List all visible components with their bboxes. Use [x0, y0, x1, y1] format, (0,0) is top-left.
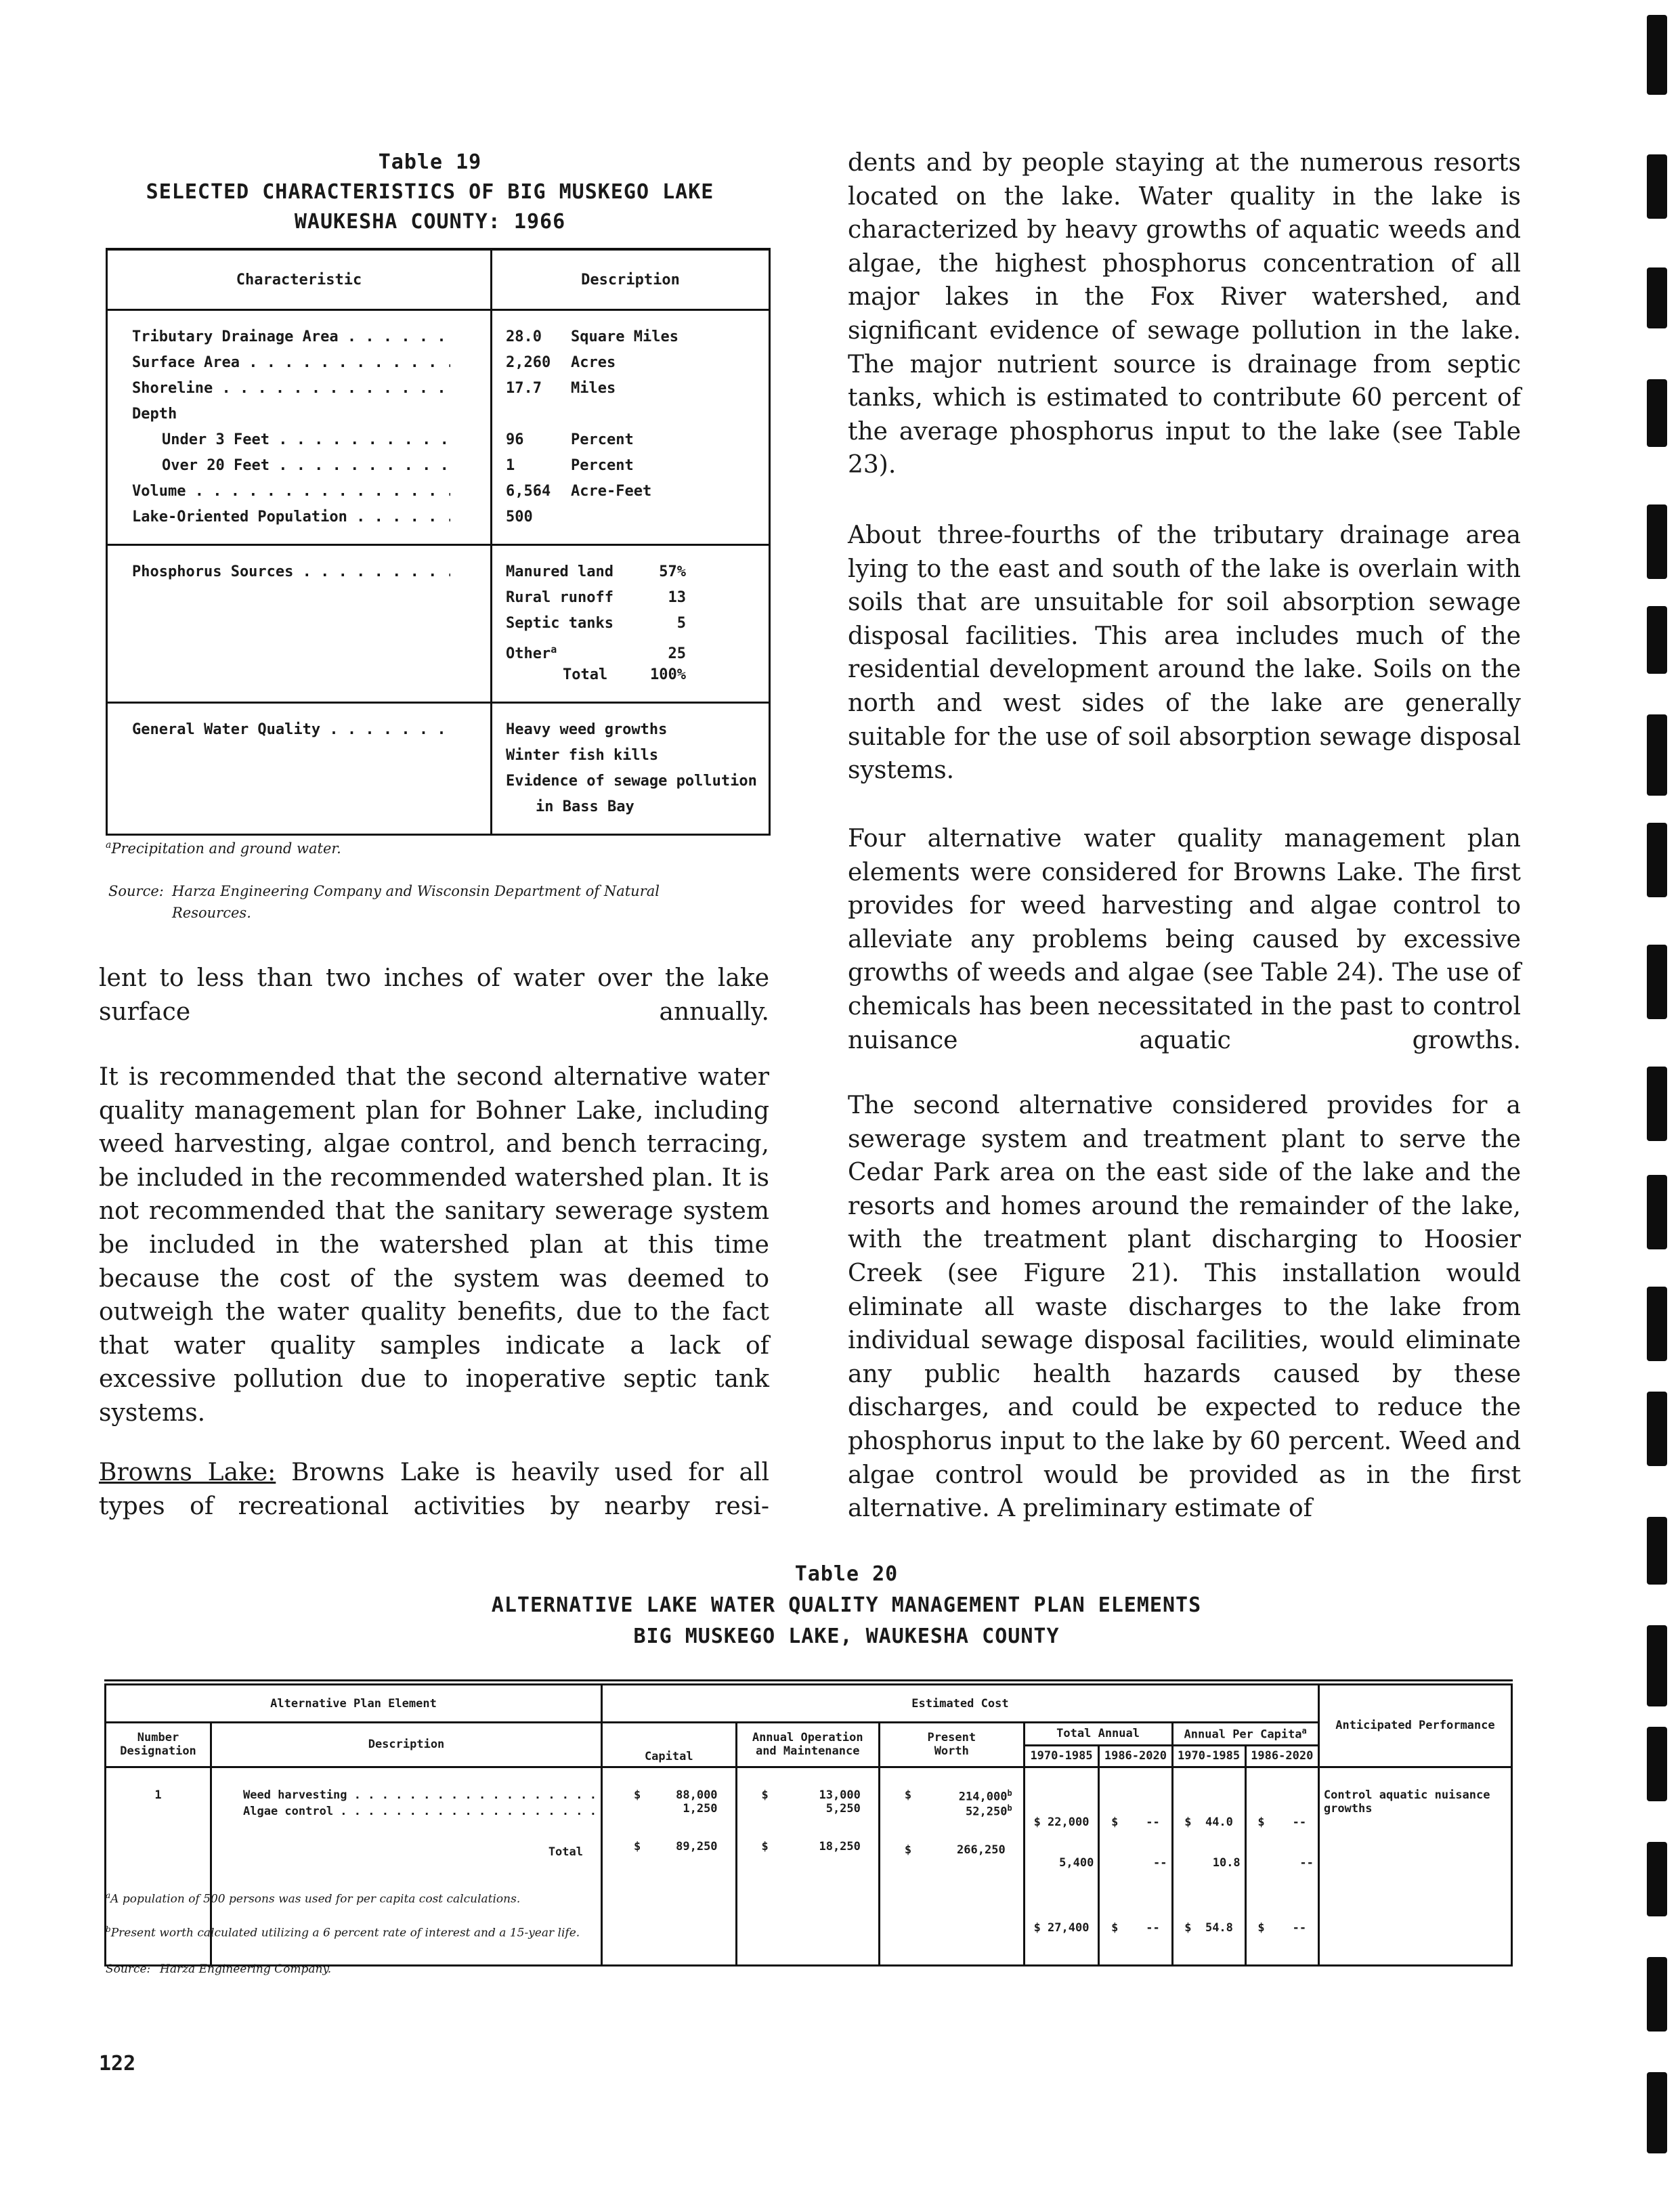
table19-row-label: Over 20 Feet . . .	[132, 453, 450, 479]
t20-total-annual-1: $ 22,000 5,400 $ 27,400	[1024, 1767, 1099, 1965]
quality-item: Winter fish kills	[506, 747, 659, 764]
right-paragraph-1: dents and by people staying at the numerous resorts located on the lake. Water quality in the lake is characterized by heavy growths of aquatic weeds and algae, the highest phosphorus concentration of all major lakes in the Fox River watershed, and significant evidence of sewage pollution in the lake. The major nutrient source is drainage from septic tanks, which is estimated to contribute 60 percent of the average phosphorus input to the lake (see Table 23).	[848, 149, 1521, 479]
t20-hdr-capital: Capital	[602, 1723, 737, 1767]
t20-hdr-period: 1986-2020	[1099, 1745, 1172, 1767]
browns-lake-heading: Browns Lake:	[99, 1459, 276, 1486]
t20-total-label: Total	[548, 1845, 583, 1859]
t20-hdr-number: Number Designation	[106, 1723, 211, 1767]
t20-om: $ 13,000 5,250 $ 18,250	[736, 1767, 879, 1965]
table19-characteristics-values	[492, 310, 769, 545]
table19-quality-label: General Water Quality . . .	[132, 717, 450, 743]
t20-capital: $ 88,000 1,250 $ 89,250	[602, 1767, 737, 1965]
t20-hdr-per-capita: Annual Per Capita$^a$	[1172, 1723, 1318, 1746]
t20-hdr-period: 1986-2020	[1245, 1745, 1318, 1767]
table20-footnote-b: $^b$Present worth calculated utilizing a 6 percent rate of interest and a 15-year life.	[106, 1925, 580, 1940]
t20-per-capita-2: $ -- -- $ --	[1245, 1767, 1318, 1965]
table20-source: Source: Harza Engineering Company.	[106, 1962, 332, 1976]
table19-quality-label-cell	[108, 703, 492, 835]
table19-row-value: 1 Percent	[506, 457, 634, 474]
table19-number: Table 19	[378, 150, 482, 174]
table19-row-label: Depth	[132, 406, 177, 423]
table19-row-label: Under 3 Feet . . .	[132, 427, 450, 453]
table20	[104, 1683, 1513, 1967]
quality-item: Heavy weed growths	[506, 721, 668, 738]
table20-footnote-a: $^a$A population of 500 persons was used for per capita cost calculations.	[106, 1891, 521, 1906]
t20-hdr-om: Annual Operation and Maintenance	[736, 1723, 879, 1767]
table19-row-value: 2,260 Acres	[506, 354, 616, 371]
left-paragraph-2: It is recommended that the second alternative water quality management plan for Bohner Lake, including weed harvesting, algae control, and bench terracing, be included in the recommended watershed plan. It is not recommended that the sanitary sewerage system be included in the watershed plan at this time because the cost of the system was deemed to outweigh the water quality benefits, due to the fact that water quality samples indicate a lack of excessive pollution due to inoperative septic tank systems.	[99, 1063, 769, 1427]
table19-row-label: Lake-Oriented Population . . .	[132, 504, 450, 530]
table19-phosphorus-label: Phosphorus Sources . . .	[132, 559, 450, 585]
t20-hdr-performance: Anticipated Performance	[1318, 1685, 1511, 1767]
table19-phosphorus-label-cell	[108, 545, 492, 703]
t20-per-capita-1: $ 44.0 10.8 $ 54.8	[1172, 1767, 1245, 1965]
table20-title-line1: ALTERNATIVE LAKE WATER QUALITY MANAGEMENT PLAN ELEMENTS	[491, 1593, 1202, 1617]
table19-row-value: 17.7 Miles	[506, 380, 616, 397]
table19-row-value: 96 Percent	[506, 431, 634, 448]
phosphorus-item: Rural runoff 13	[506, 589, 686, 606]
left-paragraph-3-text: Browns Lake is heavily used for all types of recreational activities by nearby resi-	[99, 1459, 769, 1520]
t20-hdr-period: 1970-1985	[1024, 1745, 1099, 1767]
table19-phosphorus-values	[492, 545, 769, 703]
page-number: 122	[99, 2052, 136, 2076]
phosphorus-item: Manured land 57%	[506, 563, 686, 580]
t20-performance: Control aquatic nuisance growths	[1318, 1767, 1511, 1965]
right-paragraph-4: The second alternative considered provides for a sewerage system and treatment plant to serve the Cedar Park area on the east side of the lake and the resorts and homes around the remainder of the lake, with the treatment plant discharging to Hoosier Creek (see Figure 21). This installation would eliminate all waste discharges to the lake from individual sewage disposal facilities, would eliminate any public health hazards caused by these discharges, and could be expected to reduce the phosphorus input to the lake by 60 percent. Weed and algae control would be provided as in the first alternative. A preliminary estimate of	[848, 1092, 1521, 1523]
t20-item: Weed harvesting . . . . . . . . . . . . . . . . . .	[243, 1788, 597, 1802]
table20-number: Table 20	[794, 1562, 899, 1586]
table19-col-characteristic: Characteristic	[108, 249, 492, 310]
phosphorus-item: Septic tanks 5	[506, 615, 686, 632]
footnote-marker: a	[551, 643, 557, 656]
right-paragraph-3: Four alternative water quality management plan elements were considered for Browns Lake. The first provides for weed harvesting and algae control to alleviate any problems being caused by excessive growths of weeds and algae (see Table 24). The use of chemicals has been necessitated in the past to control nuisance aquatic growths.	[848, 825, 1521, 1054]
t20-hdr-alt-plan: Alternative Plan Element	[106, 1685, 602, 1723]
table19-row-label: Shoreline . . .	[132, 376, 450, 402]
table19-footnote: $^a$Precipitation and ground water.	[106, 840, 341, 857]
t20-row-number: 1	[106, 1767, 211, 1965]
table19-row-value	[506, 402, 769, 427]
table19-row-value: 6,564 Acre-Feet	[506, 483, 652, 500]
left-paragraph-1: lent to less than two inches of water over the lake surface annually.	[99, 964, 769, 1026]
phosphorus-item: Other$^a$ 25	[506, 643, 686, 663]
table20-heading	[203, 1559, 1490, 1652]
table19-title-line2: WAUKESHA COUNTY: 1966	[294, 210, 566, 234]
left-paragraph-3	[99, 1456, 769, 1557]
table19-characteristics-labels	[108, 310, 492, 545]
table19-row-label: Volume . . .	[132, 479, 450, 504]
table19-source: Source: Harza Engineering Company and Wisconsin Department of Natural Resources.	[108, 883, 660, 921]
t20-hdr-period: 1970-1985	[1172, 1745, 1245, 1767]
table19-heading	[95, 148, 765, 237]
t20-hdr-total-annual: Total Annual	[1024, 1723, 1172, 1746]
right-paragraph-2: About three-fourths of the tributary drainage area lying to the east and south of the lake is overlain with soils that are unsuitable for soil absorption sewage disposal facilities. This area includes much of the residential development around the lake. Soils on the north and west sides of the lake are generally suitable for the use of soil absorption sewage disposal systems.	[848, 521, 1521, 785]
table20-title-line2: BIG MUSKEGO LAKE, WAUKESHA COUNTY	[633, 1625, 1060, 1648]
quality-item: Evidence of sewage pollution	[506, 773, 757, 790]
table19-row-value: 500	[506, 509, 533, 525]
t20-hdr-present-worth: Present Worth	[879, 1723, 1024, 1767]
table19-row-label: Tributary Drainage Area . . .	[132, 324, 450, 350]
quality-item: in Bass Bay	[536, 798, 634, 815]
t20-total-annual-2: $ -- -- $ --	[1099, 1767, 1172, 1965]
table19	[106, 248, 771, 836]
table20-top-rule	[104, 1679, 1513, 1681]
table19-row-label: Surface Area . . .	[132, 350, 450, 376]
phosphorus-item: Total 100%	[563, 666, 686, 683]
t20-item: Algae control . . . . . . . . . . . . . . . . . . .	[243, 1804, 597, 1818]
table19-row-value: 28.0 Square Miles	[506, 328, 679, 345]
table19-title-line1: SELECTED CHARACTERISTICS OF BIG MUSKEGO LAKE	[146, 180, 714, 204]
table19-quality-values	[492, 703, 769, 835]
t20-hdr-est-cost: Estimated Cost	[602, 1685, 1319, 1723]
table19-col-description: Description	[492, 249, 769, 310]
t20-hdr-description: Description	[211, 1723, 602, 1767]
t20-present-worth: $ 214,000$^b$ 52,250$^b$ $ 266,250	[879, 1767, 1024, 1965]
